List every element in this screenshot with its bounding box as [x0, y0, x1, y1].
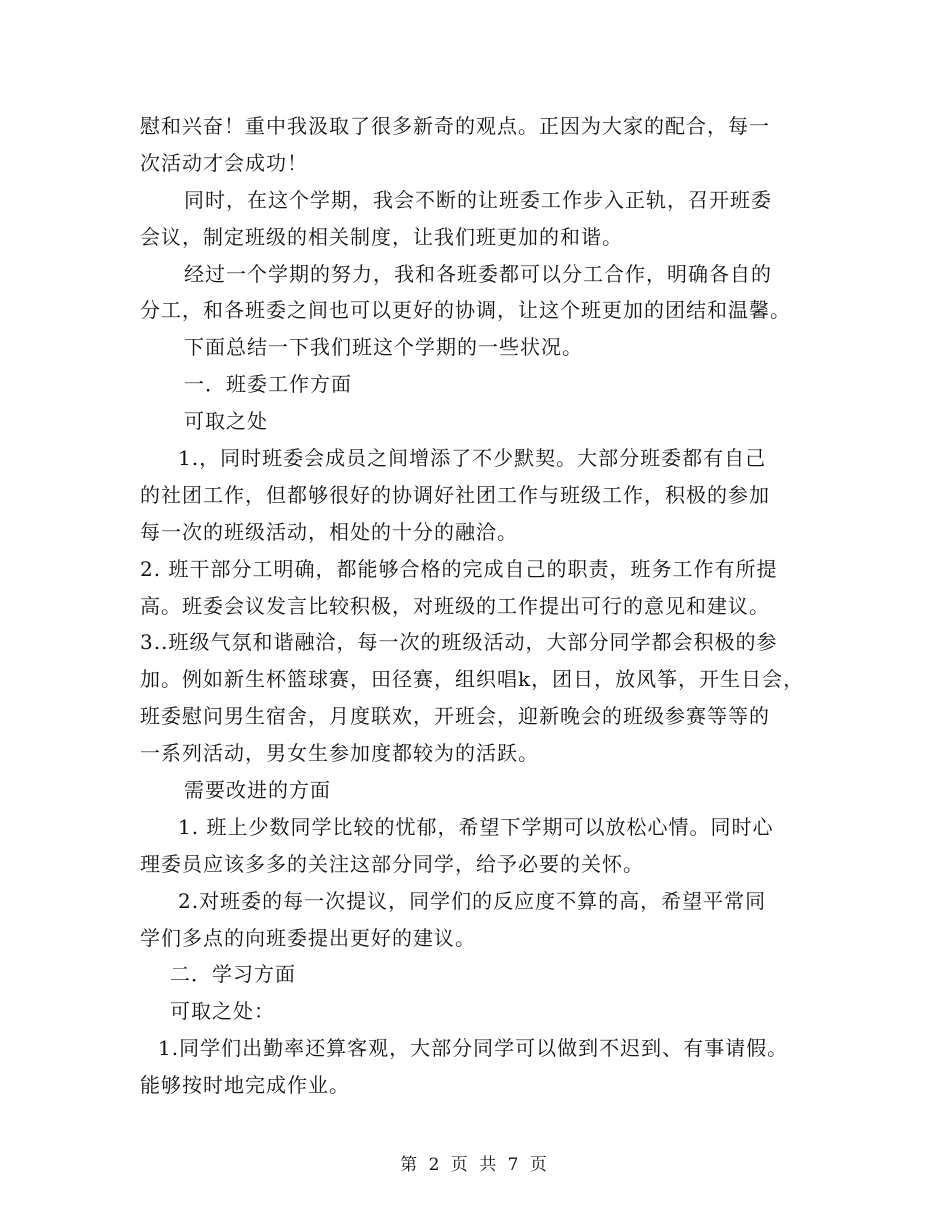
paragraph-start: 同时，在这个学期，我会不断的让班委工作步入正轨，召开班委	[184, 187, 772, 212]
section-heading: 二．学习方面	[170, 962, 296, 987]
list-item: 1.，同时班委会成员之间增添了不少默契。大部分班委都有自己	[178, 446, 767, 471]
subsection-heading: 需要改进的方面	[184, 778, 331, 803]
paragraph-start: 下面总结一下我们班这个学期的一些状况。	[184, 335, 583, 360]
text-line: 班委慰问男生宿舍，月度联欢，开班会，迎新晚会的班级参赛等等的	[140, 704, 770, 729]
text-line: 加。例如新生杯篮球赛，田径赛，组织唱k，团日，放风筝，开生日会，	[140, 667, 805, 692]
list-item: 2.对班委的每一次提议，同学们的反应度不算的高，希望平常同	[178, 888, 767, 913]
text-line: 高。班委会议发言比较积极，对班级的工作提出可行的意见和建议。	[140, 593, 770, 618]
subsection-heading: 可取之处：	[170, 999, 275, 1024]
text-line: 每一次的班级活动，相处的十分的融洽。	[140, 519, 518, 544]
list-item: 3..班级气氛和谐融洽，每一次的班级活动，大部分同学都会积极的参	[140, 630, 778, 655]
text-line: 理委员应该多多的关注这部分同学，给予必要的关怀。	[140, 851, 644, 876]
list-item: 2. 班干部分工明确，都能够合格的完成自己的职责，班务工作有所提	[140, 556, 778, 581]
text-line: 的社团工作，但都够很好的协调好社团工作与班级工作，积极的参加	[140, 482, 770, 507]
text-line: 学们多点的向班委提出更好的建议。	[140, 925, 476, 950]
text-line: 会议，制定班级的相关制度，让我们班更加的和谐。	[140, 224, 623, 249]
text-line: 分工，和各班委之间也可以更好的协调，让这个班更加的团结和温馨。	[140, 298, 791, 323]
list-item: 1. 班上少数同学比较的忧郁，希望下学期可以放松心情。同时心	[178, 814, 774, 839]
list-item: 1.同学们出勤率还算客观，大部分同学可以做到不迟到、有事请假。	[158, 1036, 789, 1061]
text-line: 慰和兴奋！重中我汲取了很多新奇的观点。正因为大家的配合，每一	[140, 114, 770, 138]
text-line: 次活动才会成功！	[140, 150, 308, 175]
paragraph-start: 经过一个学期的努力，我和各班委都可以分工合作，明确各自的	[184, 261, 772, 286]
subsection-heading: 可取之处	[184, 409, 268, 434]
page-footer: 第 2 页 共 7 页	[400, 1155, 550, 1175]
document-body	[140, 108, 830, 1104]
section-heading: 一．班委工作方面	[184, 372, 352, 397]
text-line: 一系列活动，男女生参加度都较为的活跃。	[140, 741, 539, 766]
text-line: 能够按时地完成作业。	[140, 1073, 350, 1098]
